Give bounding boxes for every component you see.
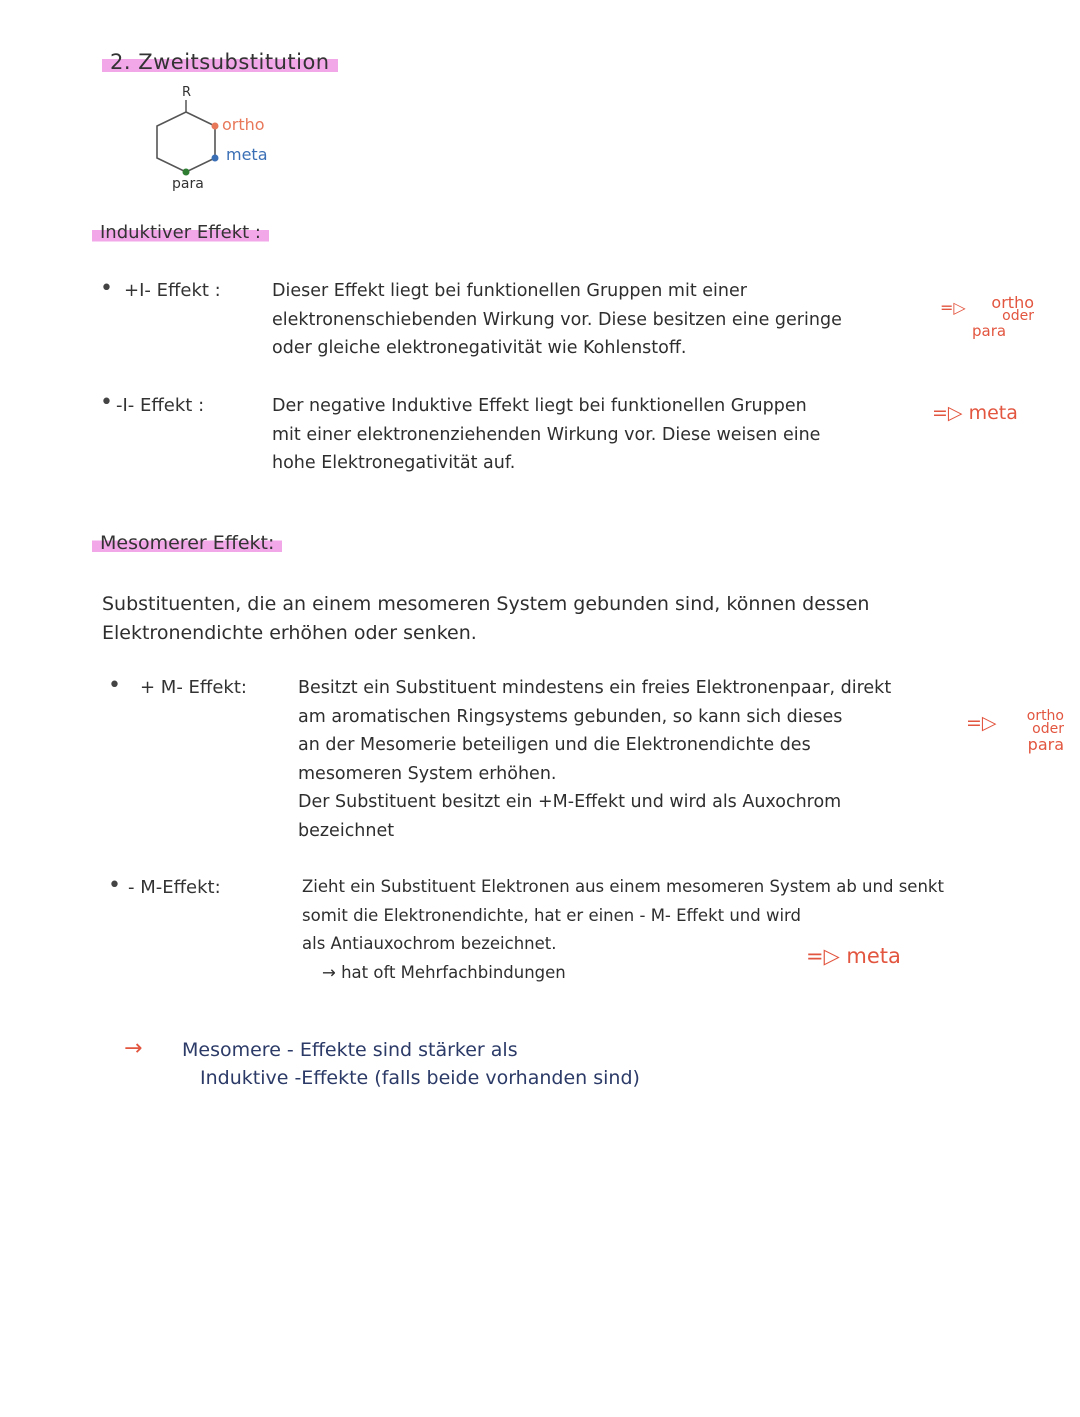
substituent-label: R [182, 85, 192, 100]
para-dot [183, 169, 190, 176]
minus-m-label: - M-Effekt: [128, 877, 221, 898]
plus-m-label: + M- Effekt: [140, 677, 247, 698]
section-title: 2. Zweitsubstitution [102, 50, 338, 74]
bullet-minus-m: • [108, 873, 121, 898]
plus-i-label: +I- Effekt : [124, 280, 221, 301]
ortho-label: ortho [222, 115, 265, 134]
bullet-minus-i: • [100, 390, 113, 415]
bullet-plus-m: • [108, 673, 121, 698]
plus-i-result-arrow: =▷ [940, 298, 966, 317]
conclusion-arrow: → [124, 1036, 143, 1061]
mesomeric-heading: Mesomerer Effekt: [92, 532, 282, 554]
plus-m-result-arrow: =▷ [966, 712, 997, 734]
ortho-dot [212, 123, 219, 130]
para-label: para [172, 176, 204, 192]
conclusion-text: Mesomere - Effekte sind stärker als Induktive -Effekte (falls beide vorhanden sind) [182, 1039, 640, 1089]
minus-i-result: =▷ meta [932, 402, 1018, 424]
plus-i-result: ortho oder para [972, 293, 1034, 340]
minus-i-text: Der negative Induktive Effekt liegt bei funktionellen Gruppen mit einer elektronenziehenden Wirkung vor. Diese weisen eine hohe Elektronegativität auf. [272, 396, 821, 473]
bullet-plus-i: • [100, 276, 113, 301]
benzene-ring-diagram [140, 78, 300, 198]
minus-m-text: Zieht ein Substituent Elektronen aus einem mesomeren System ab und senkt somit die Elektronendichte, hat er einen - M- Effekt und wird als Antiauxochrom bezeichnet. → hat oft Mehrfachbindungen [302, 877, 944, 982]
minus-i-label: -I- Effekt : [116, 395, 205, 416]
meta-dot [212, 155, 219, 162]
inductive-heading: Induktiver Effekt : [92, 222, 269, 243]
hexagon-ring [157, 112, 215, 172]
plus-i-text: Dieser Effekt liegt bei funktionellen Gruppen mit einer elektronenschiebenden Wirkung vor. Diese besitzen eine geringe oder gleiche elektronegativität wie Kohlenstoff. [272, 281, 842, 358]
mesomeric-intro: Substituenten, die an einem mesomeren System gebunden sind, können dessen Elektronendichte erhöhen oder senken. [102, 593, 870, 644]
meta-label: meta [226, 145, 268, 164]
minus-m-result: =▷ meta [806, 944, 901, 968]
plus-m-text: Besitzt ein Substituent mindestens ein freies Elektronenpaar, direkt am aromatischen Ringsystems gebunden, so kann sich dieses an der Mesomerie beteiligen und die Elektronendichte des mesomeren System erhöhen. Der Substituent besitzt ein +M-Effekt und wird als Auxochrom bezeichnet [298, 678, 892, 841]
plus-m-result: ortho oder para [1026, 708, 1064, 754]
